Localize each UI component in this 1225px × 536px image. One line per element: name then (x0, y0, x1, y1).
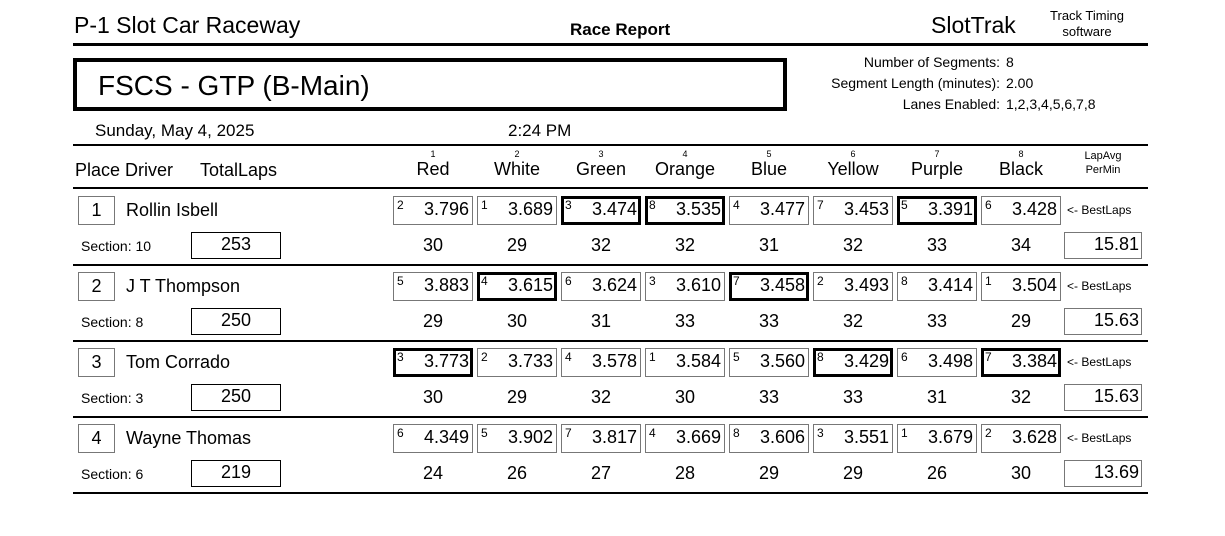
place-number: 3 (91, 352, 102, 372)
best-lap-time: 3.615 (507, 275, 553, 295)
best-lap-box (477, 272, 557, 301)
best-lap-lane: 1 (481, 198, 488, 212)
best-lap-time: 3.560 (759, 351, 805, 371)
lane-lap-count: 32 (590, 235, 612, 255)
lane-color-name: Blue (750, 159, 788, 179)
best-lap-time: 3.733 (507, 351, 553, 371)
best-lap-time: 3.474 (591, 199, 637, 219)
best-lap-box (561, 424, 641, 453)
section-label: Section: 10 (81, 238, 152, 254)
best-lap-time: 3.551 (843, 427, 889, 447)
lap-avg-value: 15.63 (1093, 386, 1139, 406)
best-lap-lane: 3 (397, 350, 404, 364)
best-lap-time: 3.902 (507, 427, 553, 447)
lane-lap-count: 29 (506, 387, 528, 407)
best-lap-box (393, 196, 473, 225)
lane-lap-count: 26 (926, 463, 948, 483)
lane-lap-count: 32 (590, 387, 612, 407)
lane-header-green (561, 150, 641, 179)
total-laps: 253 (220, 234, 252, 254)
brand-sub-2: software (1062, 24, 1112, 39)
best-lap-time: 3.817 (591, 427, 637, 447)
lane-lap-count: 26 (506, 463, 528, 483)
row-rule (73, 416, 1148, 418)
total-laps: 250 (220, 386, 252, 406)
best-lap-box (477, 196, 557, 225)
best-lap-time: 3.384 (1011, 351, 1057, 371)
lane-lap-count: 32 (842, 235, 864, 255)
best-lap-time: 3.610 (675, 275, 721, 295)
best-lap-lane: 7 (733, 274, 740, 288)
lane-lap-count: 29 (758, 463, 780, 483)
best-lap-lane: 4 (565, 350, 572, 364)
best-lap-time: 3.773 (423, 351, 469, 371)
date-rule (73, 144, 1148, 146)
bestlaps-label: <- BestLaps (1067, 203, 1132, 217)
race-time: 2:24 PM (508, 121, 572, 140)
best-lap-lane: 2 (397, 198, 404, 212)
best-lap-time: 3.391 (927, 199, 973, 219)
best-lap-time: 3.414 (927, 275, 973, 295)
row-rule (73, 264, 1148, 266)
best-lap-box (561, 196, 641, 225)
best-lap-lane: 6 (901, 350, 908, 364)
place-number: 1 (91, 200, 102, 220)
lane-lap-count: 33 (926, 235, 948, 255)
driver-name: Wayne Thomas (126, 428, 252, 448)
best-lap-lane: 2 (481, 350, 488, 364)
lane-lap-count: 33 (758, 387, 780, 407)
lane-color-name: Green (575, 159, 627, 179)
segments-value: 8 (1006, 54, 1014, 70)
lane-lap-count: 29 (842, 463, 864, 483)
lane-number: 4 (682, 149, 688, 159)
best-lap-box (897, 348, 977, 377)
best-lap-box (813, 424, 893, 453)
best-lap-time: 3.584 (675, 351, 721, 371)
lane-lap-count: 33 (758, 311, 780, 331)
race-date: Sunday, May 4, 2025 (95, 121, 255, 140)
segment-length-value: 2.00 (1006, 75, 1034, 91)
best-lap-lane: 7 (985, 350, 992, 364)
bestlaps-label: <- BestLaps (1067, 431, 1132, 445)
col-lapavg-1: LapAvg (1084, 150, 1122, 162)
lane-lap-count: 30 (1010, 463, 1032, 483)
best-lap-box (561, 348, 641, 377)
best-lap-box (813, 272, 893, 301)
header-rule (73, 43, 1148, 46)
lane-lap-count: 32 (674, 235, 696, 255)
section-label: Section: 3 (81, 390, 144, 406)
lane-number: 5 (766, 149, 772, 159)
best-lap-time: 3.498 (927, 351, 973, 371)
lane-color-name: Yellow (827, 159, 879, 179)
best-lap-box (981, 424, 1061, 453)
place-number: 4 (91, 428, 102, 448)
lane-number: 8 (1018, 149, 1024, 159)
best-lap-box (645, 196, 725, 225)
best-lap-box (813, 348, 893, 377)
lane-lap-count: 30 (422, 235, 444, 255)
best-lap-box (729, 424, 809, 453)
lane-header-purple (897, 150, 977, 179)
lane-header-red (393, 150, 473, 179)
column-header-rule (73, 187, 1148, 189)
lane-lap-count: 33 (842, 387, 864, 407)
lap-avg-value: 15.81 (1093, 234, 1139, 254)
best-lap-lane: 6 (985, 198, 992, 212)
best-lap-lane: 7 (565, 426, 572, 440)
lap-avg-value: 13.69 (1093, 462, 1139, 482)
best-lap-lane: 1 (649, 350, 656, 364)
best-lap-lane: 3 (565, 198, 572, 212)
lane-lap-count: 31 (590, 311, 612, 331)
best-lap-lane: 3 (649, 274, 656, 288)
best-lap-box (813, 196, 893, 225)
best-lap-box (561, 272, 641, 301)
best-lap-lane: 8 (733, 426, 740, 440)
best-lap-box (393, 272, 473, 301)
total-laps: 250 (220, 310, 252, 330)
best-lap-lane: 6 (397, 426, 404, 440)
place-number: 2 (91, 276, 102, 296)
track-name: P-1 Slot Car Raceway (74, 12, 301, 38)
lane-lap-count: 32 (842, 311, 864, 331)
lanes-value: 1,2,3,4,5,6,7,8 (1006, 96, 1096, 112)
best-lap-lane: 4 (733, 198, 740, 212)
best-lap-time: 3.477 (759, 199, 805, 219)
best-lap-lane: 4 (649, 426, 656, 440)
race-name: FSCS - GTP (B-Main) (98, 70, 370, 101)
driver-name: Tom Corrado (126, 352, 231, 372)
lane-lap-count: 30 (674, 387, 696, 407)
row-rule (73, 340, 1148, 342)
total-laps: 219 (220, 462, 252, 482)
best-lap-box (477, 348, 557, 377)
best-lap-box (729, 272, 809, 301)
best-lap-box (645, 424, 725, 453)
best-lap-lane: 5 (901, 198, 908, 212)
best-lap-box (645, 348, 725, 377)
lane-color-name: White (493, 159, 540, 179)
best-lap-time: 4.349 (423, 427, 469, 447)
best-lap-time: 3.578 (591, 351, 637, 371)
best-lap-box (897, 196, 977, 225)
lane-lap-count: 29 (422, 311, 444, 331)
lane-number: 3 (598, 149, 604, 159)
lane-lap-count: 29 (506, 235, 528, 255)
lane-color-name: Purple (910, 159, 964, 179)
section-label: Section: 6 (81, 466, 144, 482)
best-lap-time: 3.796 (423, 199, 469, 219)
segments-label: Number of Segments: (863, 54, 1000, 70)
lane-header-blue (729, 150, 809, 179)
best-lap-box (393, 348, 473, 377)
best-lap-time: 3.458 (759, 275, 805, 295)
best-lap-lane: 5 (481, 426, 488, 440)
section-label: Section: 8 (81, 314, 144, 330)
best-lap-time: 3.429 (843, 351, 889, 371)
best-lap-time: 3.504 (1011, 275, 1057, 295)
best-lap-lane: 7 (817, 198, 824, 212)
best-lap-box (981, 196, 1061, 225)
lane-number: 7 (934, 149, 940, 159)
best-lap-box (645, 272, 725, 301)
lane-lap-count: 32 (1010, 387, 1032, 407)
best-lap-time: 3.689 (507, 199, 553, 219)
best-lap-time: 3.679 (927, 427, 973, 447)
best-lap-box (981, 272, 1061, 301)
best-lap-lane: 3 (817, 426, 824, 440)
best-lap-lane: 4 (481, 274, 488, 288)
lane-number: 1 (430, 149, 436, 159)
best-lap-box (393, 424, 473, 453)
best-lap-box (729, 348, 809, 377)
best-lap-time: 3.606 (759, 427, 805, 447)
driver-name: Rollin Isbell (126, 200, 219, 220)
lane-header-white (477, 150, 557, 179)
lane-lap-count: 27 (590, 463, 612, 483)
lane-color-name: Orange (654, 159, 716, 179)
bestlaps-label: <- BestLaps (1067, 279, 1132, 293)
segment-length-label: Segment Length (minutes): (831, 75, 1000, 91)
lane-number: 2 (514, 149, 520, 159)
col-total-laps: TotalLaps (200, 160, 278, 180)
lanes-label: Lanes Enabled: (902, 96, 1000, 112)
best-lap-box (729, 196, 809, 225)
brand-sub-1: Track Timing (1050, 8, 1124, 23)
lane-lap-count: 24 (422, 463, 444, 483)
best-lap-lane: 8 (901, 274, 908, 288)
lane-lap-count: 31 (926, 387, 948, 407)
lane-lap-count: 29 (1010, 311, 1032, 331)
best-lap-time: 3.493 (843, 275, 889, 295)
lane-lap-count: 34 (1010, 235, 1032, 255)
lane-number: 6 (850, 149, 856, 159)
lane-lap-count: 31 (758, 235, 780, 255)
lane-color-name: Black (998, 159, 1043, 179)
best-lap-time: 3.628 (1011, 427, 1057, 447)
best-lap-time: 3.883 (423, 275, 469, 295)
best-lap-time: 3.669 (675, 427, 721, 447)
best-lap-lane: 5 (397, 274, 404, 288)
best-lap-time: 3.535 (675, 199, 721, 219)
driver-name: J T Thompson (126, 276, 241, 296)
lane-lap-count: 33 (674, 311, 696, 331)
best-lap-lane: 8 (649, 198, 656, 212)
bestlaps-label: <- BestLaps (1067, 355, 1132, 369)
best-lap-lane: 2 (817, 274, 824, 288)
best-lap-box (981, 348, 1061, 377)
brand-name: SlotTrak (931, 12, 1016, 38)
row-rule (73, 492, 1148, 494)
best-lap-lane: 1 (985, 274, 992, 288)
lane-header-orange (645, 150, 725, 179)
best-lap-time: 3.624 (591, 275, 637, 295)
best-lap-lane: 5 (733, 350, 740, 364)
lane-lap-count: 30 (506, 311, 528, 331)
lane-lap-count: 28 (674, 463, 696, 483)
col-place-driver: Place Driver (75, 160, 174, 180)
lane-header-yellow (813, 150, 893, 179)
best-lap-lane: 6 (565, 274, 572, 288)
report-title: Race Report (570, 20, 671, 39)
best-lap-lane: 2 (985, 426, 992, 440)
lane-lap-count: 30 (422, 387, 444, 407)
best-lap-time: 3.453 (843, 199, 889, 219)
lane-lap-count: 33 (926, 311, 948, 331)
best-lap-time: 3.428 (1011, 199, 1057, 219)
best-lap-box (897, 424, 977, 453)
best-lap-lane: 1 (901, 426, 908, 440)
best-lap-lane: 8 (817, 350, 824, 364)
best-lap-box (897, 272, 977, 301)
col-lapavg-2: PerMin (1085, 164, 1121, 176)
lane-color-name: Red (416, 159, 450, 179)
lane-header-black (981, 150, 1061, 179)
lap-avg-value: 15.63 (1093, 310, 1139, 330)
best-lap-box (477, 424, 557, 453)
